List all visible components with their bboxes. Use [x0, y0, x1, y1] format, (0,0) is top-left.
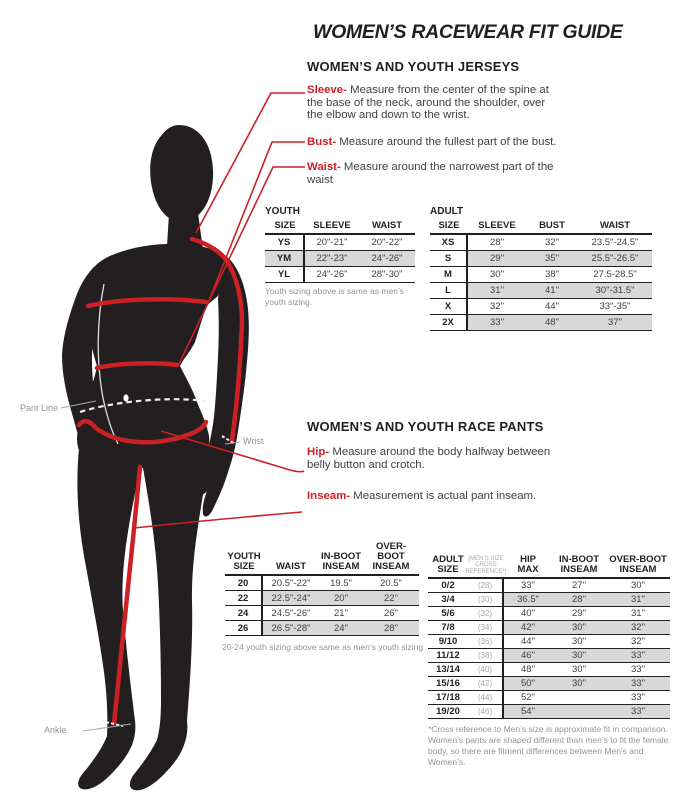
table-row — [428, 649, 670, 663]
table-cell: 31" — [631, 608, 645, 619]
table-cell: 22"-23" — [305, 251, 359, 266]
table-cell: 41" — [526, 283, 578, 298]
inseam-instruction-text: Measurement is actual pant inseam. — [353, 490, 537, 502]
sleeve-instruction-text: Measure from the center of the spine at the base of the neck, around the shoulder, over the elbow and down to the wrist. — [307, 84, 549, 122]
table-row — [265, 235, 415, 251]
table-cell: 28" — [363, 621, 419, 635]
table-cell: 48" — [521, 664, 535, 675]
table-cell: 22.5"-24" — [263, 591, 319, 605]
table-cell: 20" — [319, 591, 363, 605]
header-cell: WAIST — [599, 220, 631, 232]
table-row — [428, 593, 670, 607]
header-cell: IN-BOOT INSEAM — [320, 551, 362, 573]
table-row — [225, 591, 419, 606]
table-cell: 33" — [606, 705, 670, 718]
table-cell: 29" — [468, 251, 526, 266]
bust-instruction-label: Bust- — [307, 136, 337, 148]
table-cell: 31" — [468, 283, 526, 298]
sleeve-instruction — [307, 84, 555, 122]
table-cell: YL — [265, 267, 305, 282]
table-cell: 24" — [319, 621, 363, 635]
table-row — [225, 576, 419, 591]
header-cell: IN-BOOT INSEAM — [558, 554, 600, 576]
table-cell: 17/18 — [436, 692, 460, 703]
table-cell: XS — [430, 235, 468, 250]
table-row — [428, 691, 670, 705]
table-header-row — [430, 220, 652, 235]
table-cell: (30) — [468, 593, 504, 606]
bust-instruction — [307, 136, 607, 149]
table-cell: YS — [265, 235, 305, 250]
pant-line-label: Pant Line — [20, 403, 59, 413]
table-cell: 23.5"-24.5" — [591, 237, 639, 248]
table-row — [428, 677, 670, 691]
table-cell: M — [430, 267, 468, 282]
table-cell: 19/20 — [436, 706, 460, 717]
table-cell: 54" — [504, 705, 552, 718]
table-cell: 38" — [545, 269, 559, 280]
table-cell: L — [430, 283, 468, 298]
table-cell: 48" — [526, 315, 578, 330]
header-cell: SIZE — [438, 220, 460, 232]
pants-heading: WOMEN’S AND YOUTH RACE PANTS — [307, 419, 544, 434]
table-cell: 26" — [384, 607, 398, 619]
table-cell: X — [430, 299, 468, 314]
adult-jersey-table — [430, 220, 652, 331]
table-cell: 30" — [572, 664, 586, 675]
table-row — [225, 621, 419, 636]
table-row — [430, 283, 652, 299]
header-cell: SLEEVE — [478, 220, 516, 232]
table-cell: 22 — [225, 591, 263, 605]
left-leg-shape — [77, 448, 142, 789]
inseam-instruction-label: Inseam- — [307, 490, 351, 502]
table-cell: (42) — [468, 677, 504, 690]
table-cell: 28" — [552, 593, 606, 606]
youth-pants-note: 20-24 youth sizing above same as men’s youth sizing — [222, 642, 424, 652]
table-cell: 33" — [606, 649, 670, 662]
table-cell: 32" — [606, 621, 670, 634]
table-cell: 20"-21" — [316, 237, 348, 248]
table-cell: 15/16 — [436, 678, 460, 689]
table-cell: 36.5" — [504, 593, 552, 606]
table-cell: YM — [265, 251, 305, 266]
table-cell: 32" — [631, 636, 645, 647]
waist-instruction-label: Waist- — [307, 161, 341, 173]
table-cell: 46" — [504, 649, 552, 662]
table-cell: 28" — [490, 237, 504, 248]
table-cell: 13/14 — [436, 664, 460, 675]
header-cell: SLEEVE — [313, 220, 351, 232]
table-cell: 26.5"-28" — [263, 621, 319, 635]
table-header-row — [265, 220, 415, 235]
table-cell: 33" — [468, 315, 526, 330]
table-cell: 42" — [504, 621, 552, 634]
adult-pants-footnote: *Cross reference to Men’s size is approximate fit in comparison. Women’s pants are shaped different than men’s to fit the female body, so there are fitment differences between Men’s and Women’s. — [428, 724, 669, 767]
table-cell: (34) — [468, 621, 504, 634]
table-header-row — [225, 541, 419, 576]
table-cell: (32) — [468, 607, 504, 620]
table-cell: 24.5"-26" — [271, 607, 311, 619]
sleeve-instruction-label: Sleeve- — [307, 84, 347, 96]
table-cell: 30" — [552, 677, 606, 690]
adult-pants-table — [428, 545, 670, 719]
table-cell: 24"-26" — [316, 269, 348, 280]
table-cell: 20.5" — [380, 577, 402, 589]
table-cell: 30"-31.5" — [578, 283, 652, 298]
table-cell: 20.5"-22" — [271, 577, 311, 589]
table-cell: 2X — [430, 315, 468, 330]
table-cell: 26 — [225, 621, 263, 635]
table-cell: 30" — [572, 636, 586, 647]
page-title: WOMEN’S RACEWEAR FIT GUIDE — [313, 21, 623, 43]
table-cell: 44" — [521, 636, 535, 647]
hip-instruction — [307, 446, 575, 471]
youth-jersey-table-title: YOUTH — [265, 206, 300, 217]
table-cell: 33" — [521, 580, 535, 591]
table-cell: 52" — [521, 692, 535, 703]
table-row — [430, 299, 652, 315]
waist-instruction — [307, 161, 555, 186]
table-cell: 30" — [631, 580, 645, 591]
table-cell: 44" — [545, 301, 559, 312]
table-cell: (36) — [468, 635, 504, 648]
youth-jersey-note: Youth sizing above is same as men’s youth sizing. — [265, 286, 404, 307]
table-cell — [552, 705, 606, 718]
ankle-label: Ankle — [44, 725, 67, 735]
inseam-instruction — [307, 490, 607, 503]
bust-instruction-text: Measure around the fullest part of the bust. — [339, 136, 557, 148]
table-row — [430, 251, 652, 267]
table-cell: 33" — [606, 677, 670, 690]
table-row — [430, 315, 652, 331]
table-cell: 33"-35" — [599, 301, 631, 312]
youth-jersey-table — [265, 220, 415, 283]
header-cell: (MEN’S SIZE CROSS REFERENCE*) — [465, 556, 507, 575]
table-cell: 27.5-28.5" — [593, 269, 637, 280]
table-cell: 24 — [225, 606, 263, 620]
adult-jersey-table-title: ADULT — [430, 206, 464, 217]
table-cell: 32" — [545, 237, 559, 248]
table-cell: 33" — [631, 664, 645, 675]
body-silhouette — [62, 125, 249, 790]
table-cell: 3/4 — [441, 594, 455, 605]
table-cell: (40) — [468, 663, 504, 676]
table-cell: 30" — [490, 269, 504, 280]
table-cell: 5/6 — [441, 608, 455, 619]
table-cell: 20 — [225, 576, 263, 590]
belly-button — [123, 394, 128, 401]
table-cell: 20"-22" — [371, 237, 403, 248]
table-row — [428, 705, 670, 719]
table-cell: (38) — [468, 649, 504, 662]
hip-instruction-label: Hip- — [307, 446, 330, 458]
table-row — [428, 607, 670, 621]
table-cell: 24"-26" — [359, 251, 415, 266]
table-cell: 19.5" — [330, 577, 352, 589]
header-cell: OVER-BOOT INSEAM — [609, 554, 667, 576]
table-cell: 30" — [552, 621, 606, 634]
table-row — [225, 606, 419, 621]
table-cell: (44) — [468, 691, 504, 704]
header-cell: HIP MAX — [517, 554, 539, 576]
header-cell: WAIST — [275, 561, 307, 573]
table-cell: 25.5"-26.5" — [578, 251, 652, 266]
table-cell: 27" — [572, 580, 586, 591]
table-cell: (46) — [468, 705, 504, 718]
table-row — [265, 251, 415, 267]
header-cell: WAIST — [371, 220, 403, 232]
table-row — [430, 235, 652, 251]
table-row — [430, 267, 652, 283]
table-cell: 31" — [606, 593, 670, 606]
header-cell: YOUTH SIZE — [227, 551, 261, 573]
table-cell: 28"-30" — [371, 269, 403, 280]
waist-instruction-text: Measure around the narrowest part of the waist — [307, 161, 554, 186]
table-cell: (28) — [468, 579, 504, 592]
table-cell — [552, 691, 606, 704]
table-cell: 37" — [578, 315, 652, 330]
header-cell: ADULT SIZE — [432, 554, 464, 576]
table-header-row — [428, 545, 670, 579]
table-cell: 50" — [504, 677, 552, 690]
table-cell: 35" — [526, 251, 578, 266]
header-cell: BUST — [539, 220, 565, 232]
wrist-label: Wrist — [243, 436, 264, 446]
table-row — [428, 579, 670, 593]
header-cell: OVER-BOOT INSEAM — [372, 541, 410, 573]
header-cell: SIZE — [274, 220, 296, 232]
table-cell: 21" — [334, 607, 348, 619]
table-cell: 11/12 — [436, 650, 460, 661]
table-cell: 22" — [363, 591, 419, 605]
table-cell: 40" — [521, 608, 535, 619]
table-cell: 33" — [631, 692, 645, 703]
table-cell: 7/8 — [441, 622, 455, 633]
table-cell: 29" — [572, 608, 586, 619]
table-cell: 0/2 — [441, 580, 455, 591]
jerseys-heading: WOMEN’S AND YOUTH JERSEYS — [307, 59, 520, 74]
table-row — [428, 621, 670, 635]
table-row — [265, 267, 415, 283]
table-cell: 30" — [552, 649, 606, 662]
table-cell: 9/10 — [438, 636, 458, 647]
table-row — [428, 663, 670, 677]
youth-pants-table — [225, 541, 419, 636]
hip-instruction-text: Measure around the body halfway between belly button and crotch. — [307, 446, 551, 471]
right-leg-shape — [130, 450, 208, 790]
table-cell: 32" — [490, 301, 504, 312]
table-row — [428, 635, 670, 649]
table-cell: S — [430, 251, 468, 266]
